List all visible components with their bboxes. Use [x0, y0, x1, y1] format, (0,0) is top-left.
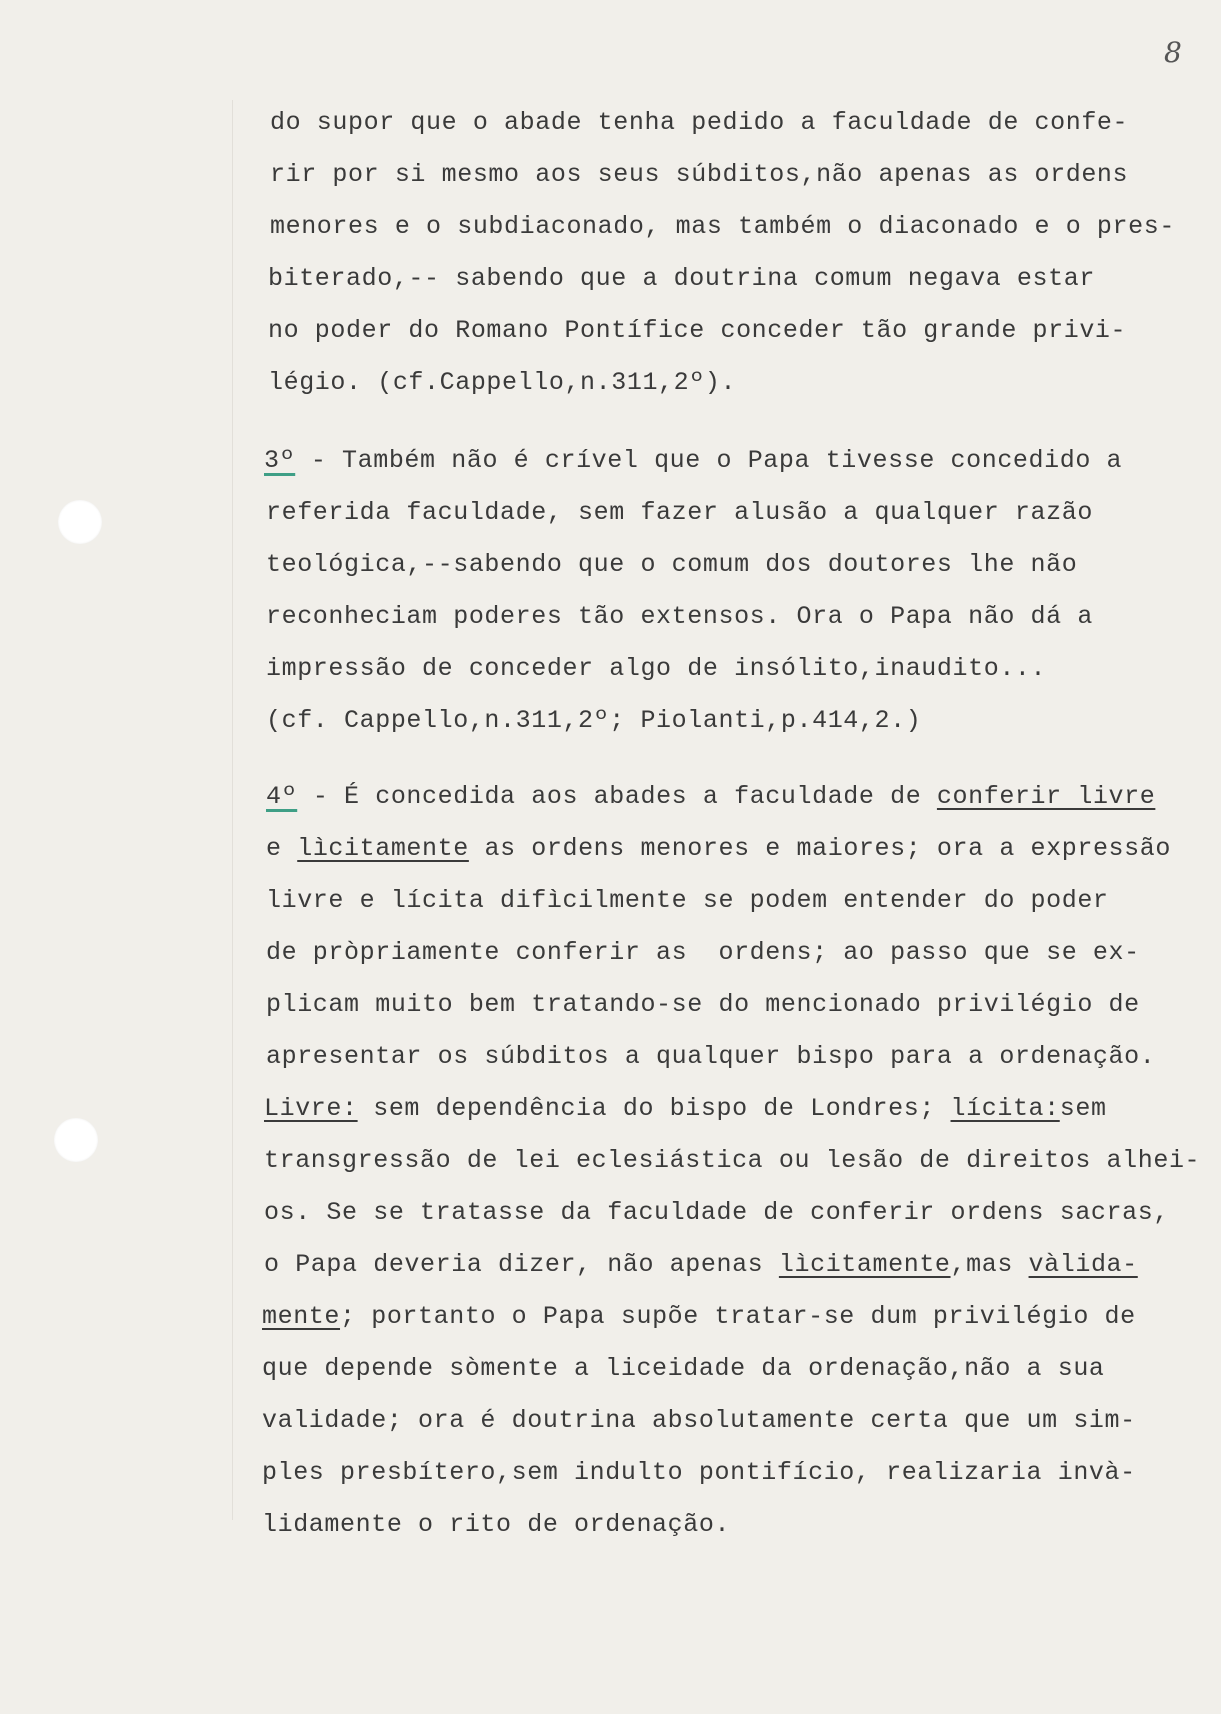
text-fragment: ,mas	[950, 1250, 1029, 1279]
text-line: apresentar os súbditos a qualquer bispo para a ordenação.	[266, 1042, 1156, 1071]
page-number: 8	[1164, 36, 1182, 69]
text-line: os. Se se tratasse da faculdade de conferir ordens sacras,	[264, 1198, 1169, 1227]
text-line-with-underline	[266, 834, 1171, 863]
text-line: do supor que o abade tenha pedido a faculdade de confe-	[270, 108, 1129, 137]
underlined-word: mente	[262, 1302, 341, 1331]
paragraph-4-first-line	[266, 782, 1155, 811]
text-line: impressão de conceder algo de insólito,inaudito...	[266, 654, 1047, 683]
underlined-word: vàlida-	[1028, 1250, 1138, 1279]
text-line: lidamente o rito de ordenação.	[262, 1510, 731, 1539]
paragraph-3-first-line	[264, 446, 1122, 475]
section-marker-3: 3º	[264, 446, 296, 475]
text-line: légio. (cf.Cappello,n.311,2º).	[268, 368, 737, 397]
underlined-phrase: conferir livre	[936, 782, 1156, 811]
text-line-with-underline	[264, 1250, 1138, 1279]
underlined-word: lícita:	[950, 1094, 1060, 1123]
underlined-word: lìcitamente	[297, 834, 469, 863]
text-fragment: ; portanto o Papa supõe tratar-se dum privilégio de	[340, 1302, 1136, 1331]
text-line: - Também não é crível que o Papa tivesse concedido a	[295, 446, 1123, 475]
punch-hole-top	[58, 500, 102, 544]
text-line: reconheciam poderes tão extensos. Ora o Papa não dá a	[266, 602, 1093, 631]
text-line: de pròpriamente conferir as ordens; ao passo que se ex-	[266, 938, 1140, 967]
text-line: menores e o subdiaconado, mas também o diaconado e o pres-	[270, 212, 1175, 241]
text-line: livre e lícita difìcilmente se podem entender do poder	[266, 886, 1109, 915]
underlined-word: Livre:	[264, 1094, 358, 1123]
text-line: rir por si mesmo aos seus súbditos,não apenas as ordens	[270, 160, 1129, 189]
section-marker-4: 4º	[266, 782, 298, 811]
text-line: teológica,--sabendo que o comum dos doutores lhe não	[266, 550, 1078, 579]
text-line-with-underline	[264, 1094, 1107, 1123]
text-line: referida faculdade, sem fazer alusão a qualquer razão	[266, 498, 1093, 527]
text-line: que depende sòmente a liceidade da ordenação,não a sua	[262, 1354, 1105, 1383]
text-fragment: sem	[1059, 1094, 1107, 1123]
text-line: biterado,-- sabendo que a doutrina comum negava estar	[268, 264, 1095, 293]
punch-hole-bottom	[54, 1118, 98, 1162]
text-fragment: o Papa deveria dizer, não apenas	[264, 1250, 779, 1279]
text-line-with-underline	[262, 1302, 1136, 1331]
text-line: ples presbítero,sem indulto pontifício, realizaria invà-	[262, 1458, 1136, 1487]
text-fragment: sem dependência do bispo de Londres;	[357, 1094, 951, 1123]
margin-shadow	[232, 100, 233, 1520]
text-fragment: e	[266, 834, 298, 863]
text-line: no poder do Romano Pontífice conceder tão grande privi-	[268, 316, 1127, 345]
text-line: transgressão de lei eclesiástica ou lesão de direitos alhei-	[264, 1146, 1201, 1175]
text-line: plicam muito bem tratando-se do mencionado privilégio de	[266, 990, 1140, 1019]
text-line: (cf. Cappello,n.311,2º; Piolanti,p.414,2.)	[266, 706, 922, 735]
text-line: validade; ora é doutrina absolutamente certa que um sim-	[262, 1406, 1136, 1435]
underlined-word: lìcitamente	[778, 1250, 951, 1279]
text-fragment: as ordens menores e maiores; ora a expressão	[468, 834, 1171, 863]
text-line: - É concedida aos abades a faculdade de	[297, 782, 937, 811]
